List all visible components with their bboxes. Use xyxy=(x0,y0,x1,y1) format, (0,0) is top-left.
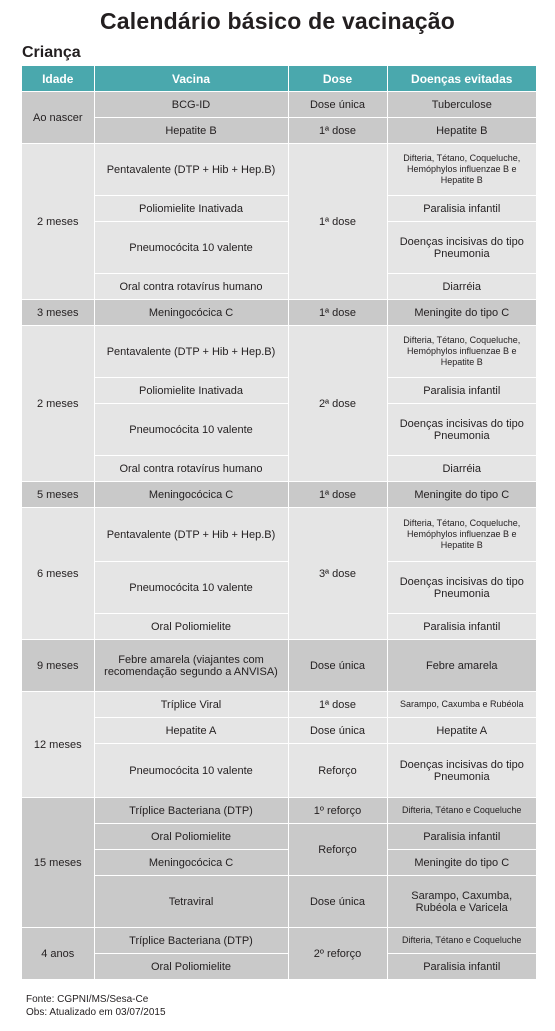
vaccination-table xyxy=(22,66,536,980)
disease-cell: Paralisia infantil xyxy=(387,196,536,222)
table-row xyxy=(22,404,536,456)
age-cell: 2 meses xyxy=(22,144,94,300)
vaccine-cell: Hepatite A xyxy=(94,718,288,744)
dose-cell: Reforço xyxy=(288,824,387,876)
vaccine-cell: Oral Poliomielite xyxy=(94,614,288,640)
disease-cell: Paralisia infantil xyxy=(387,614,536,640)
table-row xyxy=(22,928,536,954)
vaccine-cell: Pentavalente (DTP + Hib + Hep.B) xyxy=(94,144,288,196)
vaccine-cell: Tríplice Bacteriana (DTP) xyxy=(94,798,288,824)
disease-cell: Diarréia xyxy=(387,274,536,300)
vaccine-cell: Tríplice Viral xyxy=(94,692,288,718)
age-cell: 12 meses xyxy=(22,692,94,798)
age-cell: 3 meses xyxy=(22,300,94,326)
header-idade: Idade xyxy=(22,66,94,92)
dose-cell: 1ª dose xyxy=(288,118,387,144)
vaccine-cell: Tríplice Bacteriana (DTP) xyxy=(94,928,288,954)
vaccine-cell: Tetraviral xyxy=(94,876,288,928)
disease-cell: Sarampo, Caxumba e Rubéola xyxy=(387,692,536,718)
disease-cell: Doenças incisivas do tipo Pneumonia xyxy=(387,562,536,614)
vaccine-cell: Pentavalente (DTP + Hib + Hep.B) xyxy=(94,326,288,378)
dose-cell: 1ª dose xyxy=(288,300,387,326)
vaccine-cell: Pentavalente (DTP + Hib + Hep.B) xyxy=(94,508,288,562)
table-row xyxy=(22,718,536,744)
table-row xyxy=(22,614,536,640)
vaccine-cell: Poliomielite Inativada xyxy=(94,378,288,404)
table-row xyxy=(22,144,536,196)
header-dose: Dose xyxy=(288,66,387,92)
vaccine-cell: Oral contra rotavírus humano xyxy=(94,274,288,300)
age-cell: 2 meses xyxy=(22,326,94,482)
disease-cell: Hepatite B xyxy=(387,118,536,144)
table-row xyxy=(22,508,536,562)
age-cell: 9 meses xyxy=(22,640,94,692)
table-row xyxy=(22,92,536,118)
vaccine-cell: Oral Poliomielite xyxy=(94,824,288,850)
vaccine-cell: Poliomielite Inativada xyxy=(94,196,288,222)
dose-cell: 1ª dose xyxy=(288,482,387,508)
table-row xyxy=(22,850,536,876)
section-title: Criança xyxy=(22,44,81,61)
disease-cell: Hepatite A xyxy=(387,718,536,744)
vaccine-cell: Meningocócica C xyxy=(94,482,288,508)
table-row xyxy=(22,692,536,718)
vaccine-cell: Febre amarela (viajantes com recomendação segundo a ANVISA) xyxy=(94,640,288,692)
disease-cell: Doenças incisivas do tipo Pneumonia xyxy=(387,744,536,798)
vaccine-cell: Meningocócica C xyxy=(94,850,288,876)
vaccine-cell: Pneumocócita 10 valente xyxy=(94,404,288,456)
disease-cell: Doenças incisivas do tipo Pneumonia xyxy=(387,404,536,456)
dose-cell: 1ª dose xyxy=(288,144,387,300)
table-row xyxy=(22,744,536,798)
dose-cell: 1ª dose xyxy=(288,692,387,718)
table-row xyxy=(22,562,536,614)
table-row xyxy=(22,274,536,300)
age-cell: 6 meses xyxy=(22,508,94,640)
table-row xyxy=(22,326,536,378)
table-row xyxy=(22,876,536,928)
table-row xyxy=(22,954,536,980)
update-note: Obs: Atualizado em 03/07/2015 xyxy=(26,1007,166,1018)
table-row xyxy=(22,482,536,508)
vaccine-cell: BCG-ID xyxy=(94,92,288,118)
dose-cell: Reforço xyxy=(288,744,387,798)
table-row xyxy=(22,456,536,482)
dose-cell: Dose única xyxy=(288,640,387,692)
dose-cell: Dose única xyxy=(288,876,387,928)
disease-cell: Paralisia infantil xyxy=(387,378,536,404)
disease-cell: Meningite do tipo C xyxy=(387,482,536,508)
vaccine-cell: Pneumocócita 10 valente xyxy=(94,744,288,798)
header-vacina: Vacina xyxy=(94,66,288,92)
vaccine-cell: Pneumocócita 10 valente xyxy=(94,562,288,614)
disease-cell: Difteria, Tétano, Coqueluche, Hemóphylos influenzae B e Hepatite B xyxy=(387,326,536,378)
age-cell: 4 anos xyxy=(22,928,94,980)
table-row xyxy=(22,640,536,692)
dose-cell: 2º reforço xyxy=(288,928,387,980)
table-row xyxy=(22,118,536,144)
disease-cell: Doenças incisivas do tipo Pneumonia xyxy=(387,222,536,274)
table-header-row xyxy=(22,66,536,92)
disease-cell: Febre amarela xyxy=(387,640,536,692)
table-row xyxy=(22,300,536,326)
disease-cell: Sarampo, Caxumba, Rubéola e Varicela xyxy=(387,876,536,928)
age-cell: 5 meses xyxy=(22,482,94,508)
table-row xyxy=(22,824,536,850)
table-row xyxy=(22,196,536,222)
disease-cell: Difteria, Tétano, Coqueluche, Hemóphylos influenzae B e Hepatite B xyxy=(387,144,536,196)
age-cell: 15 meses xyxy=(22,798,94,928)
source-note: Fonte: CGPNI/MS/Sesa-Ce xyxy=(26,994,149,1005)
disease-cell: Paralisia infantil xyxy=(387,824,536,850)
disease-cell: Difteria, Tétano e Coqueluche xyxy=(387,798,536,824)
vaccine-cell: Hepatite B xyxy=(94,118,288,144)
vaccine-cell: Oral Poliomielite xyxy=(94,954,288,980)
disease-cell: Tuberculose xyxy=(387,92,536,118)
vaccine-cell: Pneumocócita 10 valente xyxy=(94,222,288,274)
dose-cell: Dose única xyxy=(288,718,387,744)
disease-cell: Paralisia infantil xyxy=(387,954,536,980)
page-title: Calendário básico de vacinação xyxy=(100,8,455,34)
vaccine-cell: Oral contra rotavírus humano xyxy=(94,456,288,482)
disease-cell: Diarréia xyxy=(387,456,536,482)
dose-cell: 1º reforço xyxy=(288,798,387,824)
dose-cell: Dose única xyxy=(288,92,387,118)
table-row xyxy=(22,222,536,274)
table-row xyxy=(22,378,536,404)
table-row xyxy=(22,798,536,824)
dose-cell: 2ª dose xyxy=(288,326,387,482)
header-doencas: Doenças evitadas xyxy=(387,66,536,92)
dose-cell: 3ª dose xyxy=(288,508,387,640)
age-cell: Ao nascer xyxy=(22,92,94,144)
vaccine-cell: Meningocócica C xyxy=(94,300,288,326)
disease-cell: Meningite do tipo C xyxy=(387,850,536,876)
disease-cell: Difteria, Tétano, Coqueluche, Hemóphylos influenzae B e Hepatite B xyxy=(387,508,536,562)
disease-cell: Difteria, Tétano e Coqueluche xyxy=(387,928,536,954)
disease-cell: Meningite do tipo C xyxy=(387,300,536,326)
